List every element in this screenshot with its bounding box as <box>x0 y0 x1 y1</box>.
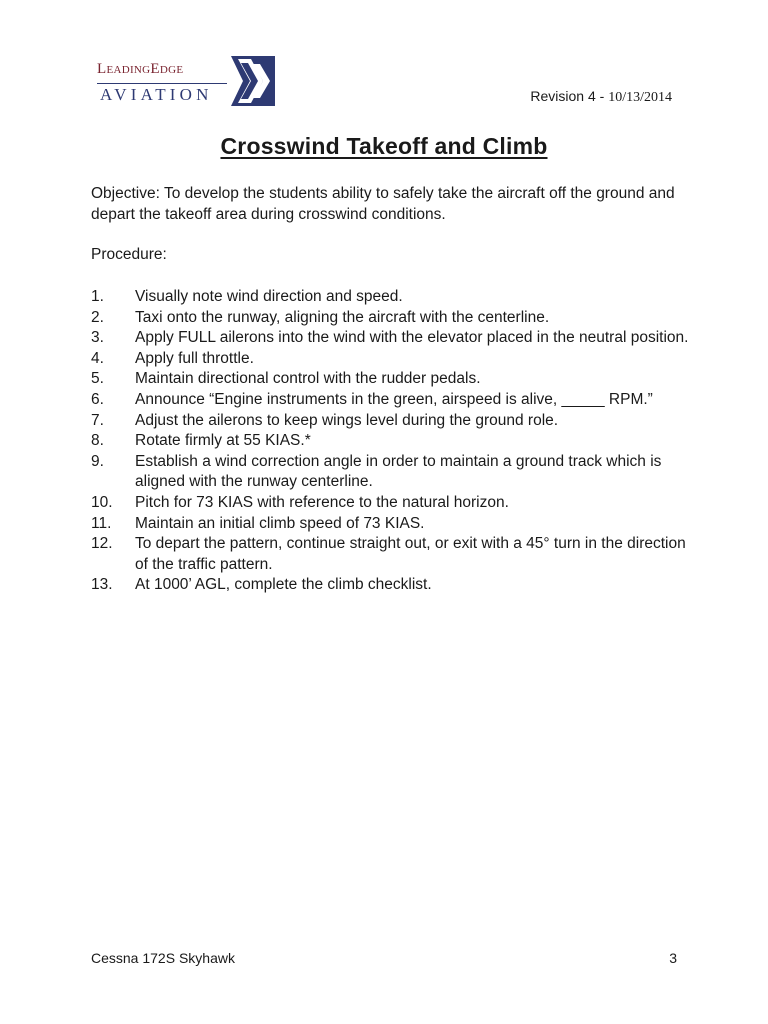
step-number: 7. <box>91 411 104 429</box>
step-text: To depart the pattern, continue straight out, or exit with a 45° turn in the direction of the traffic pattern. <box>135 535 686 573</box>
revision-date: 10/13/2014 <box>608 90 672 105</box>
step-text: At 1000’ AGL, complete the climb checklist. <box>135 576 432 594</box>
step-number: 8. <box>91 432 104 450</box>
objective-paragraph: Objective: To develop the students ability to safely take the aircraft off the ground and depart the takeoff area during crosswind conditions. <box>91 185 675 223</box>
step-text: Apply FULL ailerons into the wind with the elevator placed in the neutral position. <box>135 329 689 347</box>
step-number: 9. <box>91 452 104 470</box>
step-text: Rotate firmly at 55 KIAS.* <box>135 432 311 450</box>
list-item <box>91 390 691 411</box>
logo-line-leadingedge: LeadingEdge <box>97 61 184 77</box>
procedure-heading: Procedure: <box>91 246 167 263</box>
company-logo <box>96 55 278 107</box>
logo-rule <box>97 83 227 84</box>
step-number: 10. <box>91 493 113 511</box>
list-item <box>91 308 691 329</box>
page-title: Crosswind Takeoff and Climb <box>220 133 548 159</box>
footer-aircraft-label: Cessna 172S Skyhawk <box>91 950 235 966</box>
step-number: 11. <box>91 514 112 532</box>
list-item <box>91 534 691 575</box>
list-item <box>91 493 691 514</box>
step-text: Visually note wind direction and speed. <box>135 288 403 305</box>
logo-line-aviation: AVIATION <box>100 85 213 104</box>
step-text: Maintain directional control with the rudder pedals. <box>135 370 481 388</box>
list-item <box>91 349 691 370</box>
list-item <box>91 287 691 308</box>
logo-arrow-emblem-icon <box>229 55 277 107</box>
step-text: Establish a wind correction angle in order to maintain a ground track which is aligned with the runway centerline. <box>135 452 662 491</box>
step-text: Maintain an initial climb speed of 73 KIAS. <box>135 514 425 532</box>
revision-label: Revision 4 - <box>530 88 609 104</box>
step-number: 1. <box>91 288 104 305</box>
step-text: Adjust the ailerons to keep wings level during the ground role. <box>135 411 559 429</box>
revision-info <box>530 88 672 106</box>
step-number: 12. <box>91 535 113 553</box>
step-text: Pitch for 73 KIAS with reference to the natural horizon. <box>135 493 509 511</box>
list-item <box>91 514 691 535</box>
step-number: 2. <box>91 308 104 326</box>
step-text: Apply full throttle. <box>135 349 254 367</box>
step-number: 5. <box>91 370 104 388</box>
list-item <box>91 452 691 493</box>
step-number: 13. <box>91 576 113 594</box>
page-number: 3 <box>669 950 677 966</box>
step-number: 3. <box>91 329 104 347</box>
list-item <box>91 431 691 452</box>
step-text: Taxi onto the runway, aligning the aircraft with the centerline. <box>135 308 550 326</box>
list-item <box>91 369 691 390</box>
list-item <box>91 575 691 596</box>
procedure-step-list <box>91 287 691 596</box>
step-number: 6. <box>91 390 104 408</box>
step-text: Announce “Engine instruments in the green, airspeed is alive, _____ RPM.” <box>135 390 653 408</box>
list-item <box>91 411 691 432</box>
step-number: 4. <box>91 349 104 367</box>
list-item <box>91 328 691 349</box>
